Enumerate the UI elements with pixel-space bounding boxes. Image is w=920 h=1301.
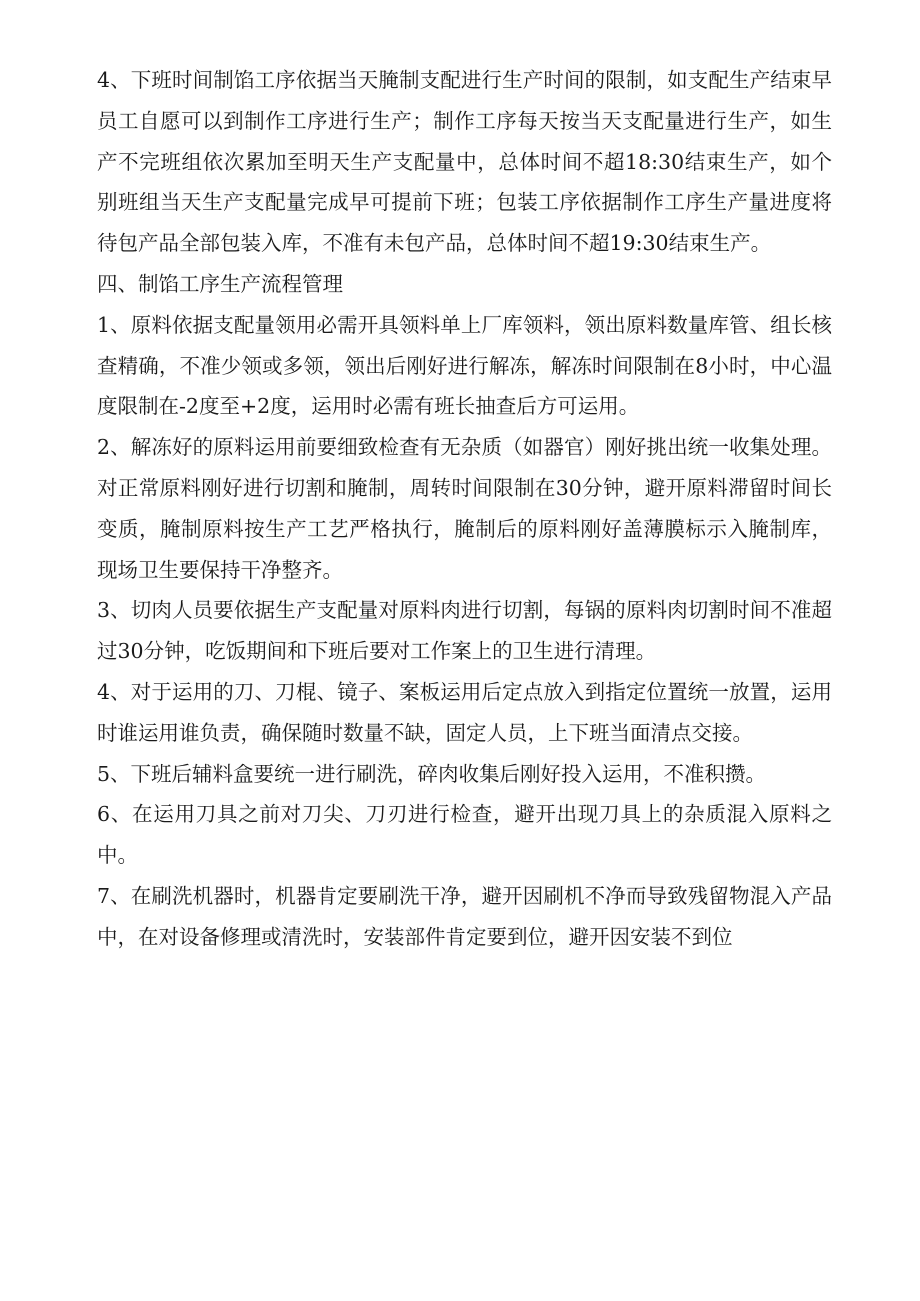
document-body <box>97 60 832 958</box>
paragraph-item-2-thawed-material: 2、解冻好的原料运用前要细致检查有无杂质（如器官）刚好挑出统一收集处理。对正常原料刚好进行切割和腌制，周转时间限制在30分钟，避开原料滞留时间长变质，腌制原料按生产工艺严格执行，腌制后的原料刚好盖薄膜标示入腌制库，现场卫生要保持干净整齐。 <box>97 435 832 582</box>
paragraph-item-3-meat-cutting: 3、切肉人员要依据生产支配量对原料肉进行切割，每锅的原料肉切割时间不准超过30分钟，吃饭期间和下班后要对工作案上的卫生进行清理。 <box>97 598 832 664</box>
paragraph-item-6-knife-check: 6、在运用刀具之前对刀尖、刀刃进行检查，避开出现刀具上的杂质混入原料之中。 <box>97 802 832 868</box>
paragraph-item-7-machine-cleaning: 7、在刷洗机器时，机器肯定要刷洗干净，避开因刷机不净而导致残留物混入产品中，在对设备修理或清洗时，安装部件肯定要到位，避开因安装不到位 <box>97 883 832 949</box>
section-heading-filling-process: 四、制馅工序生产流程管理 <box>97 271 343 296</box>
paragraph-item-1-raw-material: 1、原料依据支配量领用必需开具领料单上厂库领料，领出原料数量库管、组长核查精确，不准少领或多领，领出后刚好进行解冻，解冻时间限制在8小时，中心温度限制在-2度至+2度，运用时必需有班长抽查后方可运用。 <box>97 312 832 419</box>
paragraph-item-5-ingredient-box: 5、下班后辅料盒要统一进行刷洗，碎肉收集后刚好投入运用，不准积攒。 <box>97 761 767 786</box>
paragraph-item-4-tools: 4、对于运用的刀、刀棍、镜子、案板运用后定点放入到指定位置统一放置，运用时谁运用谁负责，确保随时数量不缺，固定人员，上下班当面清点交接。 <box>97 679 832 745</box>
paragraph-item-4-shift-end: 4、下班时间制馅工序依据当天腌制支配进行生产时间的限制，如支配生产结束早员工自愿可以到制作工序进行生产；制作工序每天按当天支配量进行生产，如生产不完班组依次累加至明天生产支配量中，总体时间不超18:30结束生产，如个别班组当天生产支配量完成早可提前下班；包装工序依据制作工序生产量进度将待包产品全部包装入库，不准有未包产品，总体时间不超19:30结束生产。 <box>97 68 832 256</box>
